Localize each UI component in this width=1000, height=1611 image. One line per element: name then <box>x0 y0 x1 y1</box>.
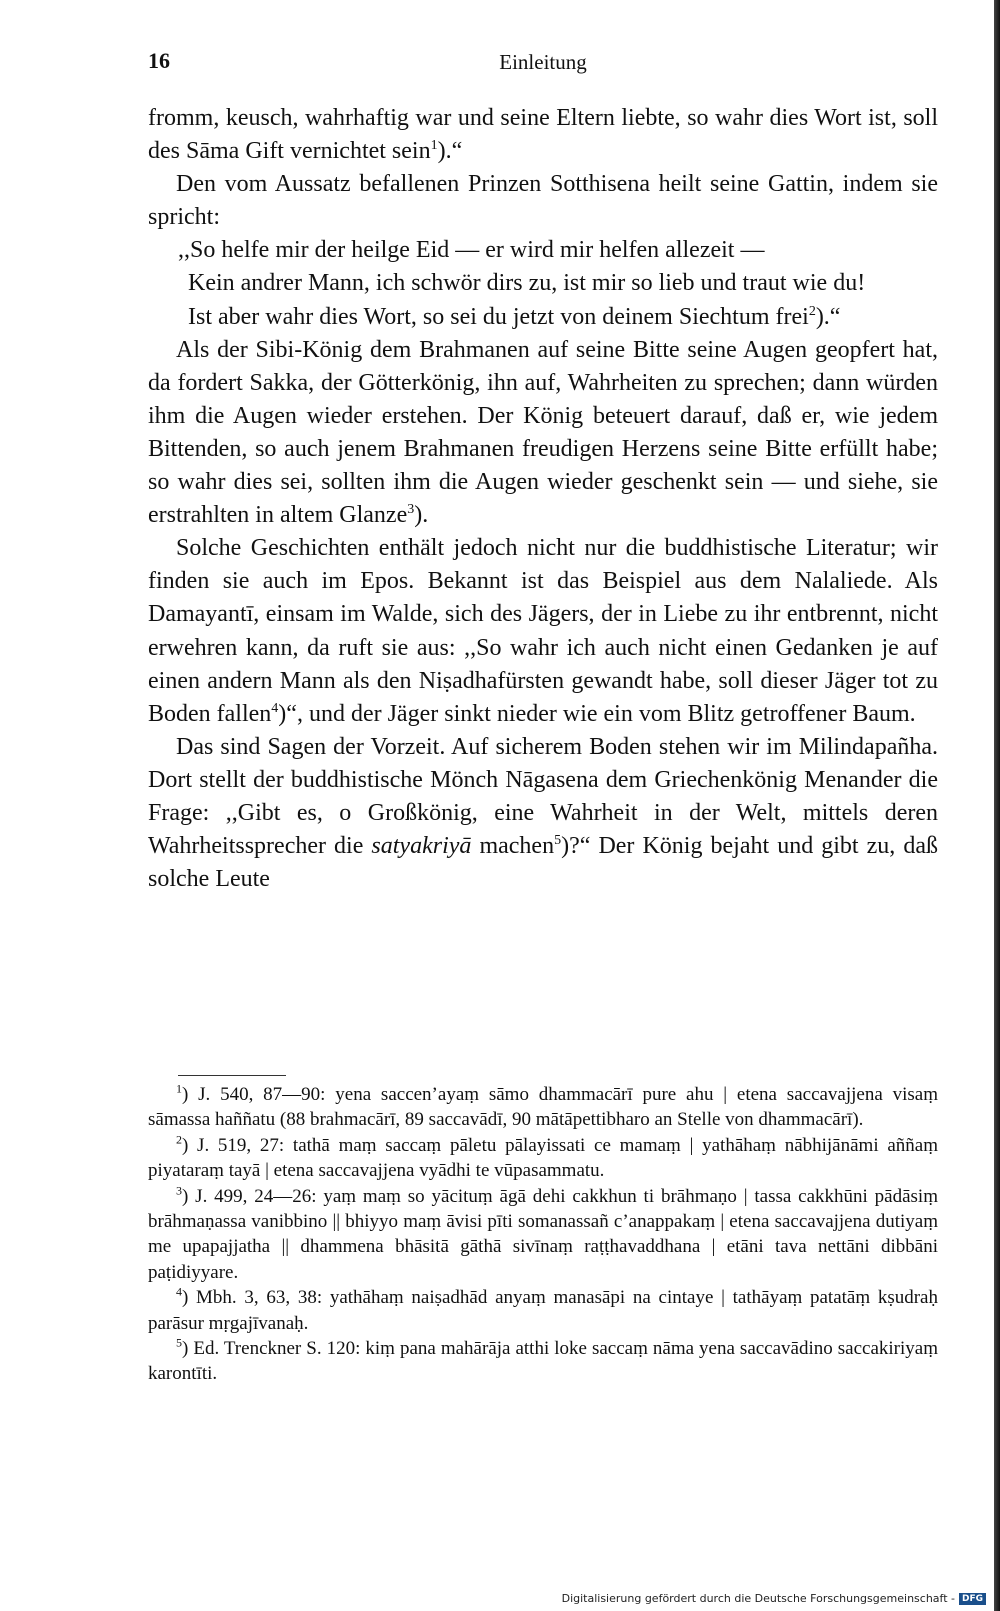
verse-line-2: Kein andrer Mann, ich schwör dirs zu, ist mir so lieb und traut wie du! <box>188 270 866 297</box>
paragraph-1: fromm, keusch, wahrhaftig war und seine Eltern liebte, so wahr dies Wort ist, soll des Sāma Gift vernichtet sein$^1$).“ <box>148 105 938 165</box>
dfg-logo-icon: DFG <box>959 1593 986 1605</box>
footnote-ref-2[interactable]: 2 <box>808 303 816 319</box>
paragraph-2: Den vom Aussatz befallenen Prinzen Sotthisena heilt seine Gattin, indem sie spricht: <box>148 171 938 231</box>
page-edge-shadow <box>994 0 1000 1611</box>
footnote-1: $^1$) J. 540, 87—90: yena saccen’ayaṃ sāmo dhammacārī pure ahu | etena saccavajjena visaṃ sāmassa haññatu (88 brahmacārī, 89 saccavādī, 90 mātāpettibharo an Stelle von dhammacārī). <box>148 1081 938 1131</box>
verse-line-3: Ist aber wahr dies Wort, so sei du jetzt von deinem Siechtum frei$^2$).“ <box>188 303 841 330</box>
running-title: Einleitung <box>499 50 587 74</box>
footnotes <box>148 1082 938 1387</box>
main-text <box>148 102 938 896</box>
credit-text: Digitalisierung gefördert durch die Deutsche Forschungsgemeinschaft - <box>561 1592 955 1605</box>
footnote-5: $^5$) Ed. Trenckner S. 120: kiṃ pana mahārāja atthi loke saccaṃ nāma yena saccavādino saccakiriyaṃ karontīti. <box>148 1335 938 1385</box>
term-satyakriya: satyakriyā <box>371 833 472 860</box>
digitization-credit <box>562 1592 986 1605</box>
page-number: 16 <box>148 48 170 73</box>
footnote-3: $^3$) J. 499, 24—26: yaṃ maṃ so yācituṃ āgā dehi cakkhun ti brāhmaṇo | tassa cakkhūni pādāsiṃ brāhmaṇassa vanibbino || bhiyyo maṃ āvisi pīti somanassañ c’anappakaṃ | etena saccavajjena dutiyaṃ me upapajjatha || dhammena bhāsitā gāthā sivīnaṃ raṭṭhavaddhana | etāni tava nettāni dibbāni paṭidiyyare. <box>148 1183 938 1283</box>
verse-block <box>178 234 938 333</box>
footnote-ref-3[interactable]: 3 <box>407 502 415 518</box>
paragraph-3: Als der Sibi-König dem Brahmanen auf seine Bitte seine Augen geopfert hat, da fordert Sakka, der Götterkönig, ihn auf, Wahrheiten zu sprechen; dann würden ihm die Augen wieder erstehen. Der König beteuert darauf, daß er, wie jedem Bittenden, so auch jenem Brahmanen freudigen Herzens seine Bitte erfüllt habe; so wahr dies sei, sollten ihm die Augen wieder geschenkt sein — und siehe, sie erstrahlten in altem Glanze$^3$). <box>148 336 938 529</box>
footnote-ref-4[interactable]: 4 <box>271 700 279 716</box>
verse-line-1: ,,So helfe mir der heilge Eid — er wird mir helfen allezeit — <box>178 237 765 264</box>
paragraph-5: Das sind Sagen der Vorzeit. Auf sicherem Boden stehen wir im Milindapañha. Dort stellt der buddhistische Mönch Nāgasena dem Griechenkönig Menander die Frage: ,,Gibt es, o Großkönig, eine Wahrheit in der Welt, mittels deren Wahrheitssprecher die satyakriyā machen$^5$)?“ Der König bejaht und gibt zu, daß solche Leute <box>148 733 939 893</box>
footnote-4: $^4$) Mbh. 3, 63, 38: yathāhaṃ naiṣadhād anyaṃ manasāpi na cintaye | tathāyaṃ patatāṃ kṣudraḥ parāsur mṛgajīvanaḥ. <box>148 1284 938 1334</box>
footnote-2: $^2$) J. 519, 27: tathā maṃ saccaṃ pāletu pālayissati ce mamaṃ | yathāhaṃ nābhijānāmi aññaṃ piyataraṃ tayā | etena saccavajjena vyādhi te vūpasammatu. <box>148 1132 938 1182</box>
footnote-divider <box>178 1075 286 1076</box>
footnote-ref-5[interactable]: 5 <box>554 833 562 849</box>
page-header <box>148 48 938 82</box>
footnote-ref-1[interactable]: 1 <box>430 138 438 154</box>
paragraph-4: Solche Geschichten enthält jedoch nicht nur die buddhistische Literatur; wir finden sie auch im Epos. Bekannt ist das Beispiel aus dem Nalaliede. Als Damayantī, einsam im Walde, sich des Jägers, der in Liebe zu ihr entbrennt, nicht erwehren kann, da ruft sie aus: ,,So wahr ich auch nicht einen Gedanken je auf einen andern Mann als den Niṣadhafürsten gewandt habe, soll dieser Jäger tot zu Boden fallen$^4$)“, und der Jäger sinkt nieder wie ein vom Blitz getroffener Baum. <box>148 535 938 727</box>
